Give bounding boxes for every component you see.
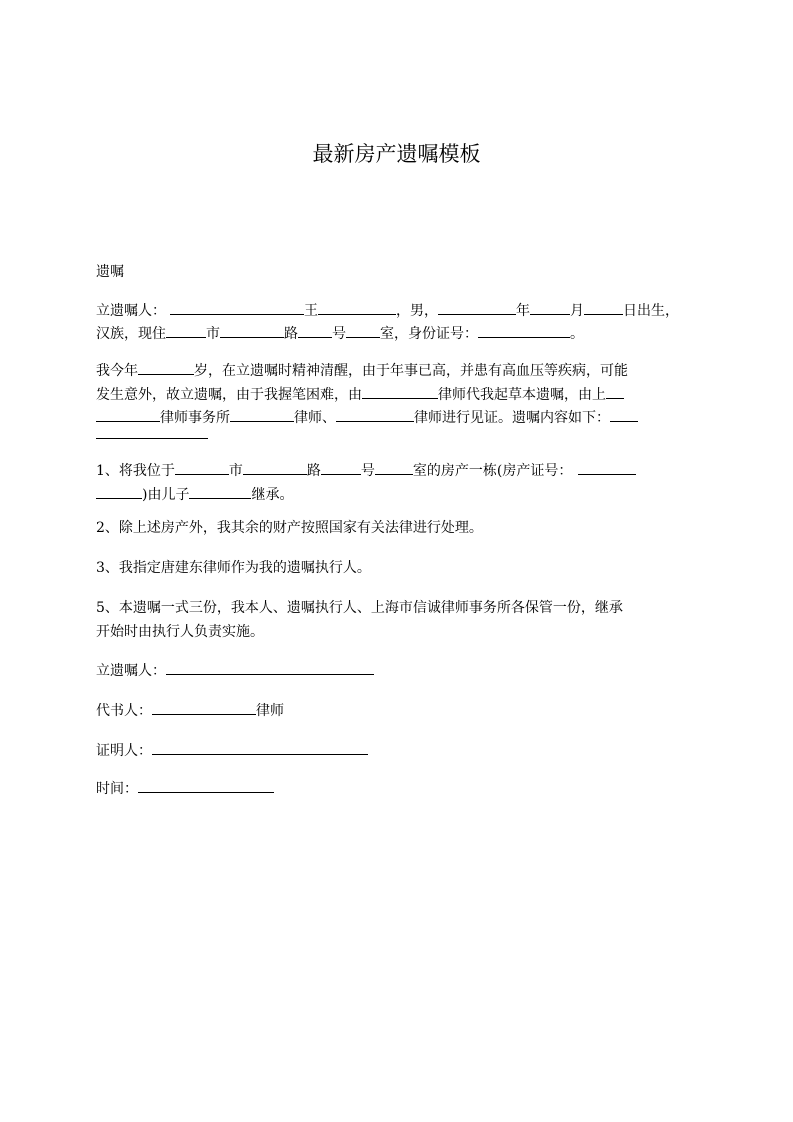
label: 号 — [332, 326, 346, 342]
cert-blank-cont[interactable] — [96, 484, 142, 499]
room-blank[interactable] — [375, 460, 413, 475]
time-line — [96, 778, 274, 799]
label: 市 — [228, 463, 243, 479]
label: 1、将我位于 — [96, 463, 175, 479]
testator-signature — [96, 660, 374, 681]
label: 王 — [304, 303, 318, 319]
firm-blank-cont[interactable] — [96, 407, 160, 422]
label: 室的房产一栋(房产证号： — [412, 463, 573, 479]
label: 月 — [570, 303, 584, 319]
label: 日出生， — [623, 303, 679, 319]
label: 年 — [516, 303, 530, 319]
label: 我今年 — [96, 363, 138, 379]
label: 。 — [570, 326, 584, 342]
month-blank[interactable] — [530, 300, 570, 315]
para2-line-2 — [96, 384, 624, 405]
drafter-blank[interactable] — [362, 384, 438, 399]
number-blank[interactable] — [321, 460, 361, 475]
label: 立遗嘱人： — [96, 663, 166, 679]
testator-line-1 — [96, 300, 679, 321]
road-blank[interactable] — [220, 323, 284, 338]
label: 岁，在立遗嘱时精神清醒，由于年事已高，并患有高血压等疾病，可能 — [194, 363, 628, 379]
content-blank[interactable] — [610, 407, 638, 422]
label: 律师代我起草本遗嘱，由上 — [438, 387, 606, 403]
para2-line-4 — [96, 424, 208, 445]
son-blank[interactable] — [189, 484, 251, 499]
year-blank[interactable] — [438, 300, 516, 315]
label: 律师事务所 — [160, 410, 230, 426]
item5-line-1: 5、本遗嘱一式三份，我本人、遗嘱执行人、上海市信诚律师事务所各保管一份，继承 — [96, 600, 623, 616]
city-blank[interactable] — [166, 323, 206, 338]
id-blank[interactable] — [478, 323, 570, 338]
label: 律师、 — [294, 410, 336, 426]
label: 市 — [206, 326, 220, 342]
label: 律师 — [256, 703, 284, 719]
age-blank[interactable] — [138, 360, 194, 375]
item2: 2、除上述房产外，我其余的财产按照国家有关法律进行处理。 — [96, 520, 483, 536]
label: 继承。 — [251, 487, 294, 503]
label: 室，身份证号： — [380, 326, 478, 342]
day-blank[interactable] — [584, 300, 623, 315]
label: 律师进行见证。遗嘱内容如下： — [414, 410, 610, 426]
firm-blank[interactable] — [606, 384, 624, 399]
item3: 3、我指定唐建东律师作为我的遗嘱执行人。 — [96, 560, 371, 576]
name-blank[interactable] — [170, 300, 304, 315]
room-blank[interactable] — [346, 323, 380, 338]
item5-line-2: 开始时由执行人负责实施。 — [96, 624, 264, 640]
label: )由儿子 — [142, 487, 190, 503]
section-heading: 遗嘱 — [96, 264, 124, 280]
road-blank[interactable] — [243, 460, 307, 475]
blank[interactable] — [318, 300, 396, 315]
lawyer1-blank[interactable] — [230, 407, 294, 422]
city-blank[interactable] — [175, 460, 229, 475]
witness-blank[interactable] — [152, 740, 368, 755]
item1-line-1 — [96, 460, 636, 481]
label: 汉族，现住 — [96, 326, 166, 342]
content-blank-cont[interactable] — [96, 424, 208, 439]
writer-blank[interactable] — [152, 700, 256, 715]
label: 时间： — [96, 781, 138, 797]
label: 代书人： — [96, 703, 152, 719]
lawyer2-blank[interactable] — [336, 407, 414, 422]
writer-signature — [96, 700, 284, 721]
label: ，男， — [396, 303, 438, 319]
label: 立遗嘱人： — [96, 303, 166, 319]
label: 路 — [284, 326, 298, 342]
testator-line-2 — [96, 323, 584, 344]
label: 证明人： — [96, 743, 152, 759]
witness-signature — [96, 740, 368, 761]
label: 号 — [360, 463, 375, 479]
para2-line-1 — [96, 360, 628, 381]
cert-blank[interactable] — [578, 460, 636, 475]
number-blank[interactable] — [298, 323, 332, 338]
time-blank[interactable] — [138, 778, 274, 793]
label: 路 — [306, 463, 321, 479]
page-title: 最新房产遗嘱模板 — [312, 142, 481, 166]
item1-line-2 — [96, 484, 293, 505]
testator-blank[interactable] — [166, 660, 374, 675]
label: 发生意外，故立遗嘱，由于我握笔困难，由 — [96, 387, 362, 403]
